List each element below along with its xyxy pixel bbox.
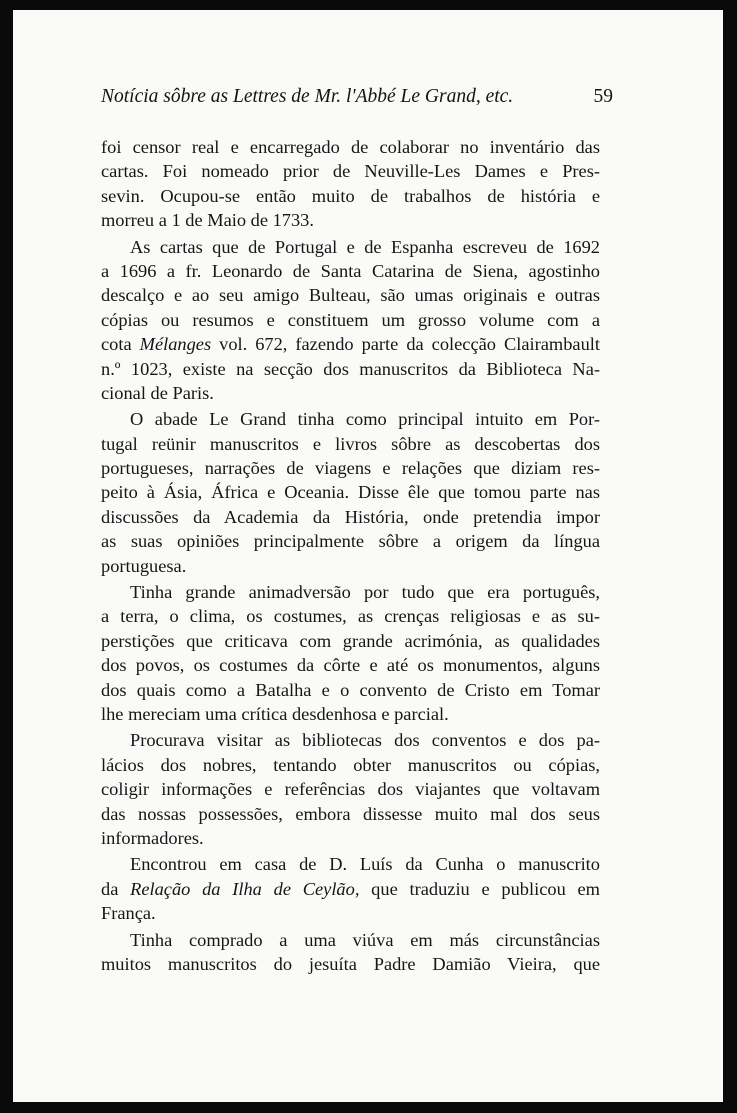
text-line: das nossas possessões, embora dissesse muito mal dos seus bbox=[101, 803, 600, 824]
paragraph-first-line: Tinha grande animadversão por tudo que era português, bbox=[130, 582, 600, 603]
running-title: Notícia sôbre as Lettres de Mr. l'Abbé Le Grand, etc. bbox=[101, 86, 514, 107]
text-segment: da bbox=[101, 878, 131, 899]
text-line: sevin. Ocupou-se então muito de trabalhos de história e bbox=[101, 185, 600, 206]
paragraph-first-line: Tinha comprado a uma viúva em más circunstâncias bbox=[130, 929, 600, 950]
paragraph-first-line: As cartas que de Portugal e de Espanha escreveu de 1692 bbox=[130, 236, 600, 257]
text-line: descalço e ao seu amigo Bulteau, são umas originais e outras bbox=[101, 285, 600, 306]
text-line: dos povos, os costumes da côrte e até os monumentos, alguns bbox=[101, 655, 600, 676]
page-number: 59 bbox=[593, 86, 613, 107]
text-line: dos quais como a Batalha e o convento de Cristo em Tomar bbox=[101, 679, 600, 700]
text-line bbox=[101, 877, 600, 901]
body-text bbox=[101, 135, 600, 976]
text-line: peito à Ásia, África e Oceania. Disse êle que tomou parte nas bbox=[101, 482, 600, 503]
text-line: discussões da Academia da História, onde pretendia impor bbox=[101, 506, 600, 527]
text-line: França. bbox=[101, 903, 156, 924]
text-line: cópias ou resumos e constituem um grosso volume com a bbox=[101, 309, 600, 330]
text-line: n.º 1023, existe na secção dos manuscritos da Biblioteca Na- bbox=[101, 358, 600, 379]
text-line: as suas opiniões principalmente sôbre a origem da língua bbox=[101, 531, 600, 552]
text-line: foi censor real e encarregado de colaborar no inventário das bbox=[101, 137, 600, 157]
text-line: cartas. Foi nomeado prior de Neuville-Les Dames e Pres- bbox=[101, 161, 600, 182]
text-line: a 1696 a fr. Leonardo de Santa Catarina de Siena, agostinho bbox=[101, 260, 600, 281]
paragraph-first-line: Encontrou em casa de D. Luís da Cunha o manuscrito bbox=[130, 854, 600, 875]
paragraph-first-line: Procurava visitar as bibliotecas dos conventos e dos pa- bbox=[130, 730, 600, 751]
text-line bbox=[101, 332, 600, 356]
text-line: lhe mereciam uma crítica desdenhosa e parcial. bbox=[101, 703, 449, 724]
text-line: portuguesa. bbox=[101, 555, 187, 576]
italic-title: Mélanges bbox=[139, 334, 212, 355]
text-line: morreu a 1 de Maio de 1733. bbox=[101, 210, 314, 231]
text-line: perstições que criticava com grande acrimónia, as qualidades bbox=[101, 630, 600, 651]
text-line: muitos manuscritos do jesuíta Padre Damião Vieira, que bbox=[101, 953, 600, 974]
text-segment: vol. 672, fazendo parte da colecção Clairambault bbox=[211, 334, 600, 355]
text-segment: que traduziu e publicou em bbox=[359, 878, 600, 899]
text-line: informadores. bbox=[101, 827, 204, 848]
running-header bbox=[101, 86, 613, 116]
book-page bbox=[13, 10, 723, 1102]
text-line: tugal reünir manuscritos e livros sôbre as descobertas dos bbox=[101, 433, 600, 454]
text-segment: cota bbox=[101, 334, 140, 355]
italic-title: Relação da Ilha de Ceylão, bbox=[130, 878, 360, 899]
text-line: lácios dos nobres, tentando obter manuscritos ou cópias, bbox=[101, 754, 600, 775]
text-line: a terra, o clima, os costumes, as crenças religiosas e as su- bbox=[101, 606, 600, 627]
paragraph-first-line: O abade Le Grand tinha como principal intuito em Por- bbox=[130, 409, 600, 430]
text-line: coligir informações e referências dos viajantes que voltavam bbox=[101, 779, 600, 800]
text-line: cional de Paris. bbox=[101, 382, 214, 403]
text-line: portugueses, narrações de viagens e relações que diziam res- bbox=[101, 458, 600, 479]
